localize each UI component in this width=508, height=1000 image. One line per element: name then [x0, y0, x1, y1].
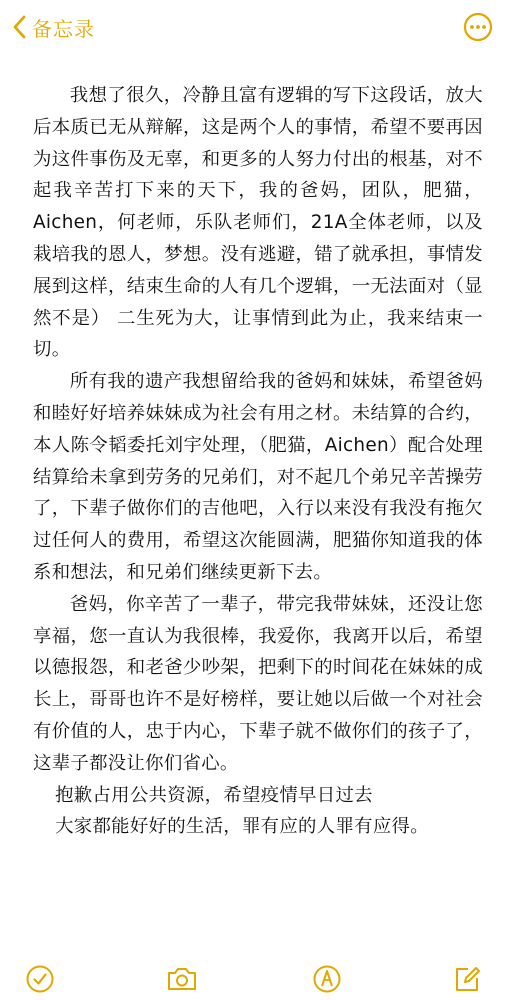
- back-button[interactable]: [12, 11, 95, 43]
- note-paragraph-5: 大家都能好好的生活，罪有应的人罪有应得。: [55, 816, 429, 838]
- camera-button[interactable]: [165, 963, 197, 995]
- note-paragraph-2: 所有我的遗产我想留给我的爸妈和妹妹，希望爸妈和睦好好培养妹妹成为社会有用之材。未结算的合约，本人陈令韬委托刘宇处理，（肥猫，Aichen）配合处理结算给未拿到劳务的兄弟们，对不起几个弟兄辛苦操劳了，下辈子做你们的吉他吧，入行以来没有我没有拖欠过任何人的费用，希望这次能圆满，肥猫你知道我的体系和想法，和兄弟们继续更新下去。: [33, 371, 483, 583]
- markup-button[interactable]: [311, 963, 343, 995]
- markup-pen-icon: [311, 963, 343, 995]
- camera-icon: [165, 963, 197, 995]
- more-options-button[interactable]: [462, 11, 494, 43]
- back-label: 备忘录: [32, 16, 95, 41]
- note-paragraph-4: 抱歉占用公共资源，希望疫情早日过去: [55, 784, 373, 806]
- checklist-icon: [24, 963, 56, 995]
- compose-button[interactable]: [451, 963, 483, 995]
- ellipsis-circle-icon: [462, 28, 494, 47]
- note-paragraph-1: 我想了很久，冷静且富有逻辑的写下这段话，放大后本质已无从辩解，这是两个人的事情，希望不要再因为这件事伤及无辜，和更多的人努力付出的根基，对不起我辛苦打下来的天下，我的爸妈，团队，肥猫，Aichen，何老师，乐队老师们，21A全体老师，以及栽培我的恩人，梦想。没有逃避，错了就承担，事情发展到这样，结束生命的人有几个逻辑，一无法面对（显然不是） 二生死为大，让事情到此为止，我来结束一切。: [33, 85, 483, 361]
- note-paragraph-3: 爸妈，你辛苦了一辈子，带完我带妹妹，还没让您享福，您一直认为我很棒，我爱你，我离开以后，希望以德报怨，和老爸少吵架，把剩下的时间花在妹妹的成长上，哥哥也许不是好榜样，要让她以后做一个对社会有价值的人，忠于内心，下辈子就不做你们的孩子了，这辈子都没让你们省心。: [33, 593, 483, 774]
- compose-icon: [451, 963, 483, 995]
- bottom-toolbar: [0, 955, 508, 1000]
- note-body[interactable]: [33, 80, 483, 843]
- chevron-left-icon: [12, 13, 28, 41]
- checklist-button[interactable]: [24, 963, 56, 995]
- navigation-bar: [0, 0, 508, 56]
